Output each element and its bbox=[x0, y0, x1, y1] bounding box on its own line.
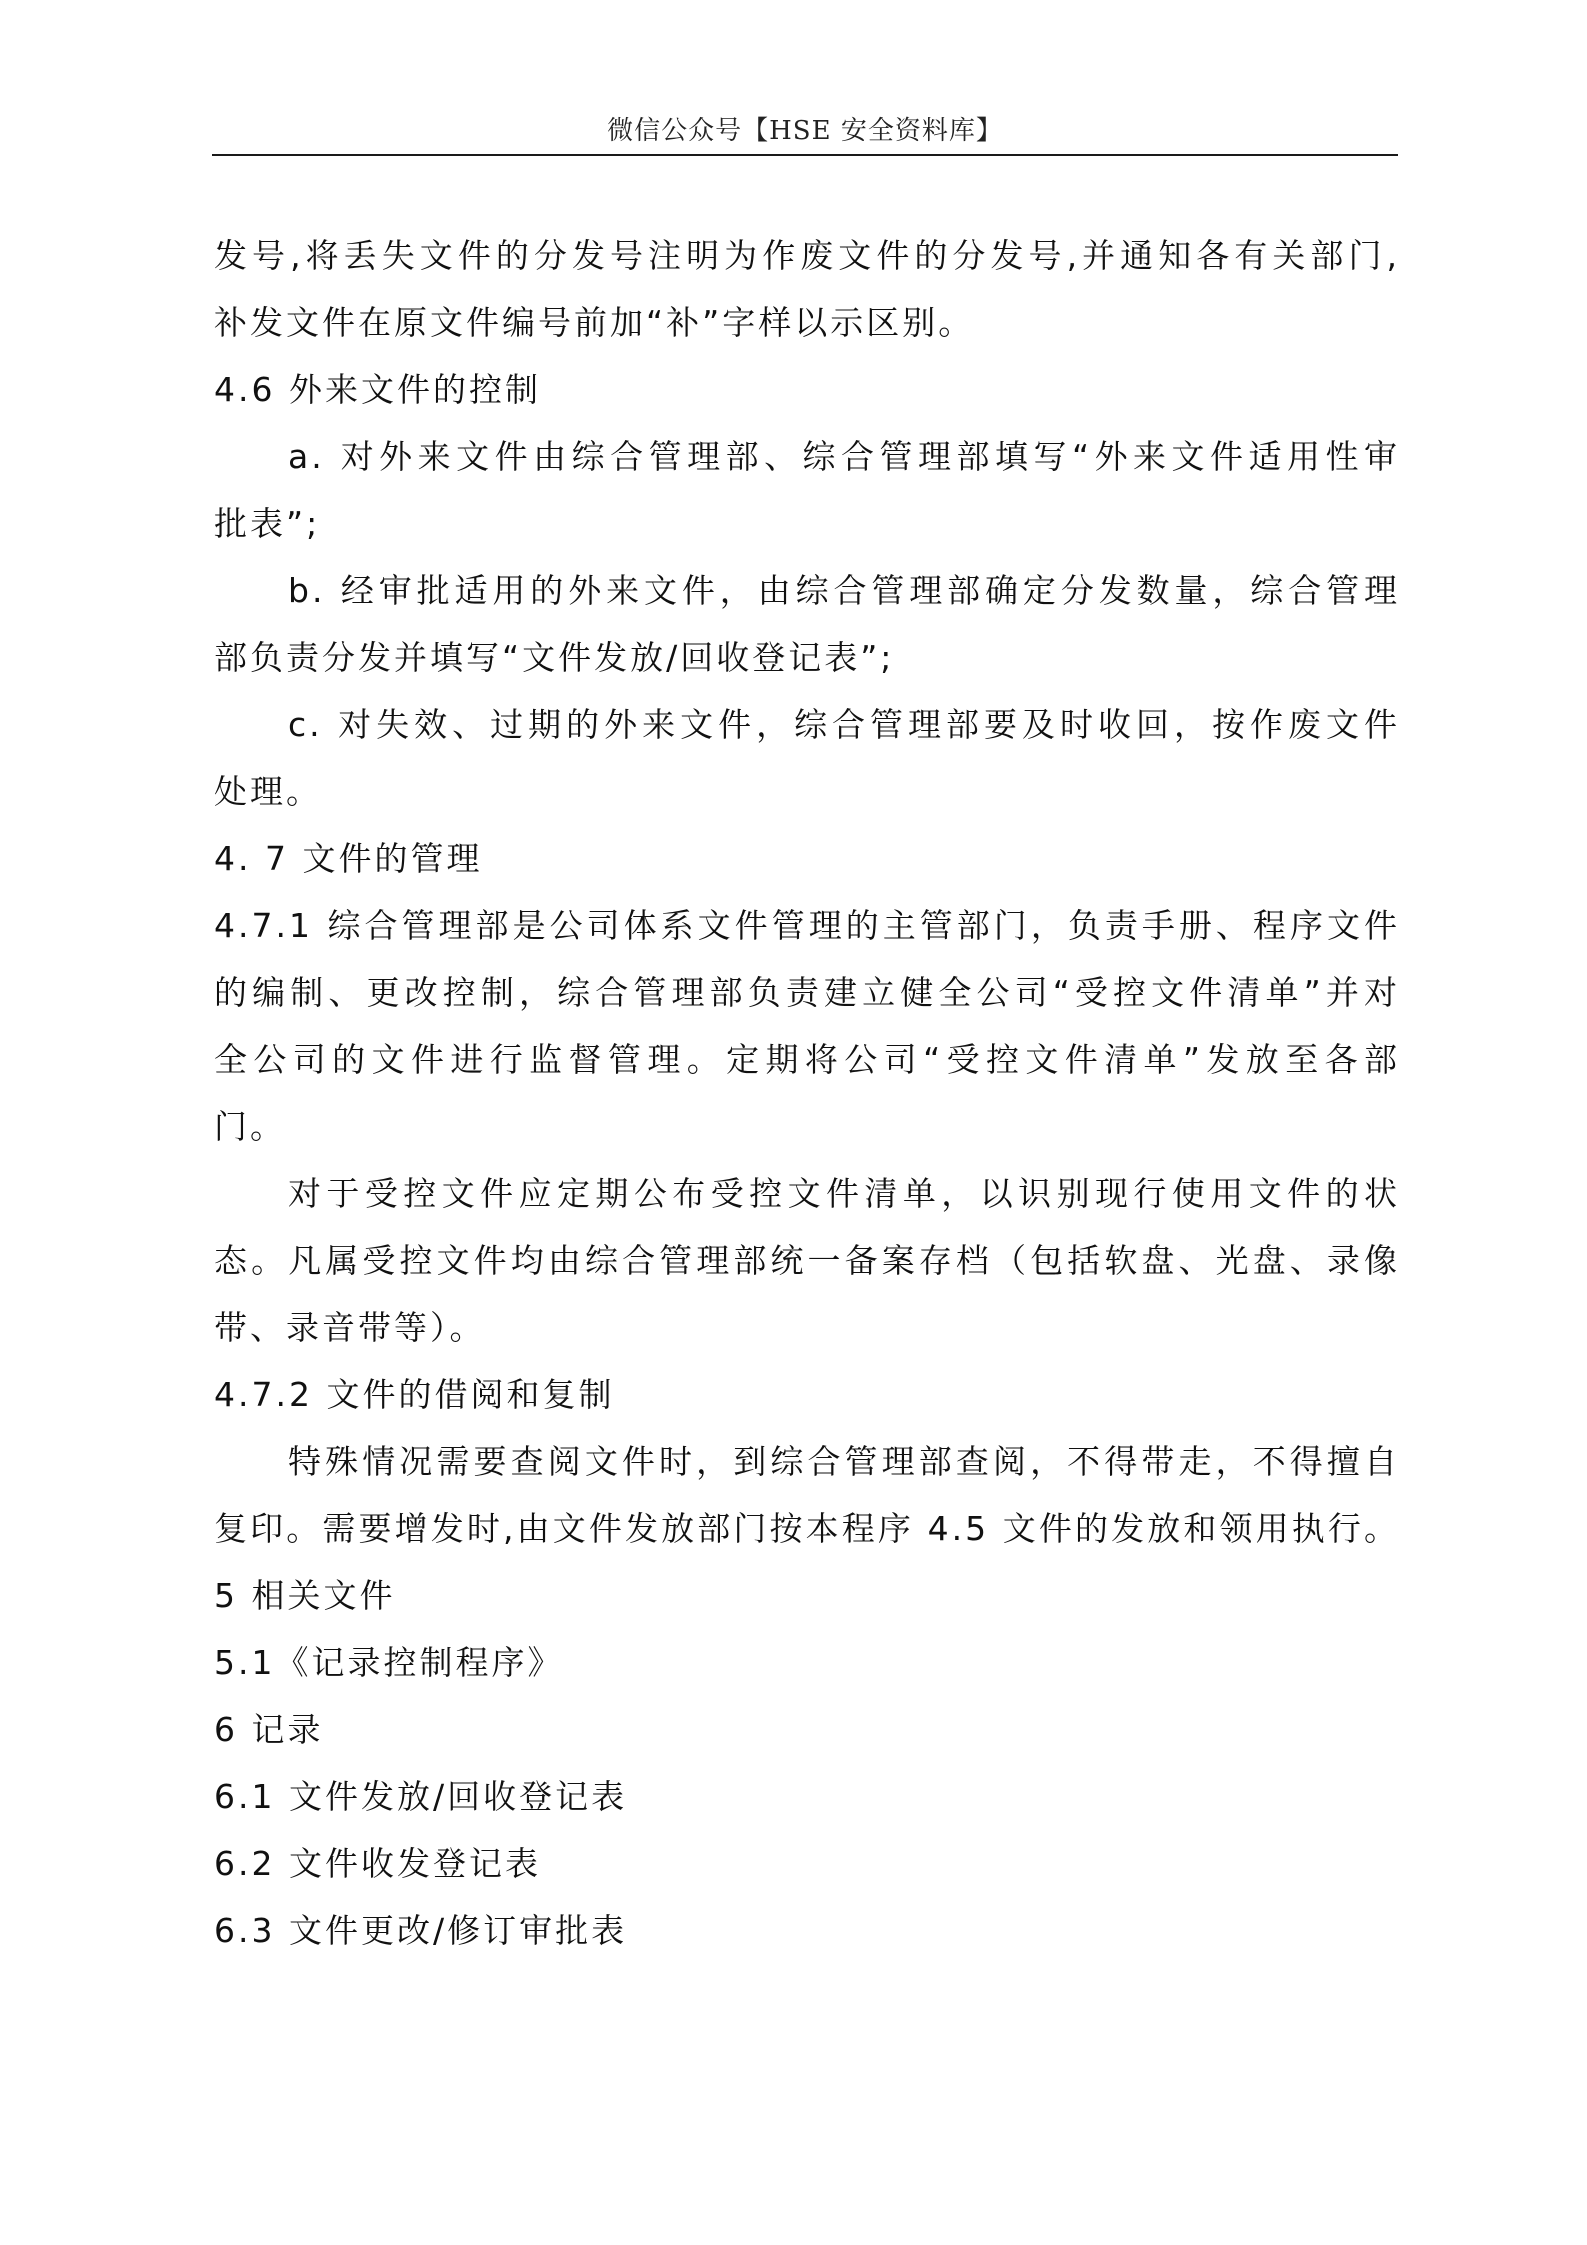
text-line: 全公司的文件进行监督管理。定期将公司“受控文件清单”发放至各部 bbox=[214, 1040, 1400, 1079]
text-line: 补发文件在原文件编号前加“补”字样以示区别。 bbox=[214, 303, 975, 342]
text-line: 门。 bbox=[214, 1107, 286, 1146]
document-body bbox=[214, 222, 1400, 1964]
text-line: 6.2 文件收发登记表 bbox=[214, 1844, 541, 1883]
text-line: 批表”; bbox=[214, 504, 321, 543]
text-line: c. 对失效、过期的外来文件，综合管理部要及时收回，按作废文件 bbox=[288, 705, 1400, 744]
text-line: 处理。 bbox=[214, 772, 322, 811]
text-line: 6.3 文件更改/修订审批表 bbox=[214, 1911, 628, 1950]
text-line: 发号,将丢失文件的分发号注明为作废文件的分发号,并通知各有关部门, bbox=[214, 236, 1400, 275]
text-line: 5.1《记录控制程序》 bbox=[214, 1643, 564, 1682]
text-line: 态。凡属受控文件均由综合管理部统一备案存档（包括软盘、光盘、录像 bbox=[214, 1241, 1400, 1280]
header-text: 微信公众号【HSE 安全资料库】 bbox=[607, 116, 1003, 146]
text-line: 带、录音带等）。 bbox=[214, 1308, 486, 1347]
text-line: 6.1 文件发放/回收登记表 bbox=[214, 1777, 628, 1816]
text-line: 的编制、更改控制，综合管理部负责建立健全公司“受控文件清单”并对 bbox=[214, 973, 1400, 1012]
text-line: b. 经审批适用的外来文件，由综合管理部确定分发数量，综合管理 bbox=[288, 571, 1400, 610]
section-heading: 6 记录 bbox=[214, 1710, 324, 1749]
section-heading: 4. 7 文件的管理 bbox=[214, 839, 483, 878]
section-heading: 4.7.2 文件的借阅和复制 bbox=[214, 1375, 615, 1414]
text-line: 特殊情况需要查阅文件时，到综合管理部查阅，不得带走，不得擅自 bbox=[288, 1442, 1400, 1481]
section-heading: 5 相关文件 bbox=[214, 1576, 396, 1615]
text-line: 对于受控文件应定期公布受控文件清单，以识别现行使用文件的状 bbox=[288, 1174, 1400, 1213]
page-header bbox=[212, 108, 1398, 156]
text-line: 部负责分发并填写“文件发放/回收登记表”; bbox=[214, 638, 895, 677]
section-heading: 4.6 外来文件的控制 bbox=[214, 370, 541, 409]
text-line: 4.7.1 综合管理部是公司体系文件管理的主管部门，负责手册、程序文件 bbox=[214, 906, 1400, 945]
text-line: 复印。需要增发时,由文件发放部门按本程序 4.5 文件的发放和领用执行。 bbox=[214, 1509, 1400, 1548]
text-line: a. 对外来文件由综合管理部、综合管理部填写“外来文件适用性审 bbox=[288, 437, 1400, 476]
